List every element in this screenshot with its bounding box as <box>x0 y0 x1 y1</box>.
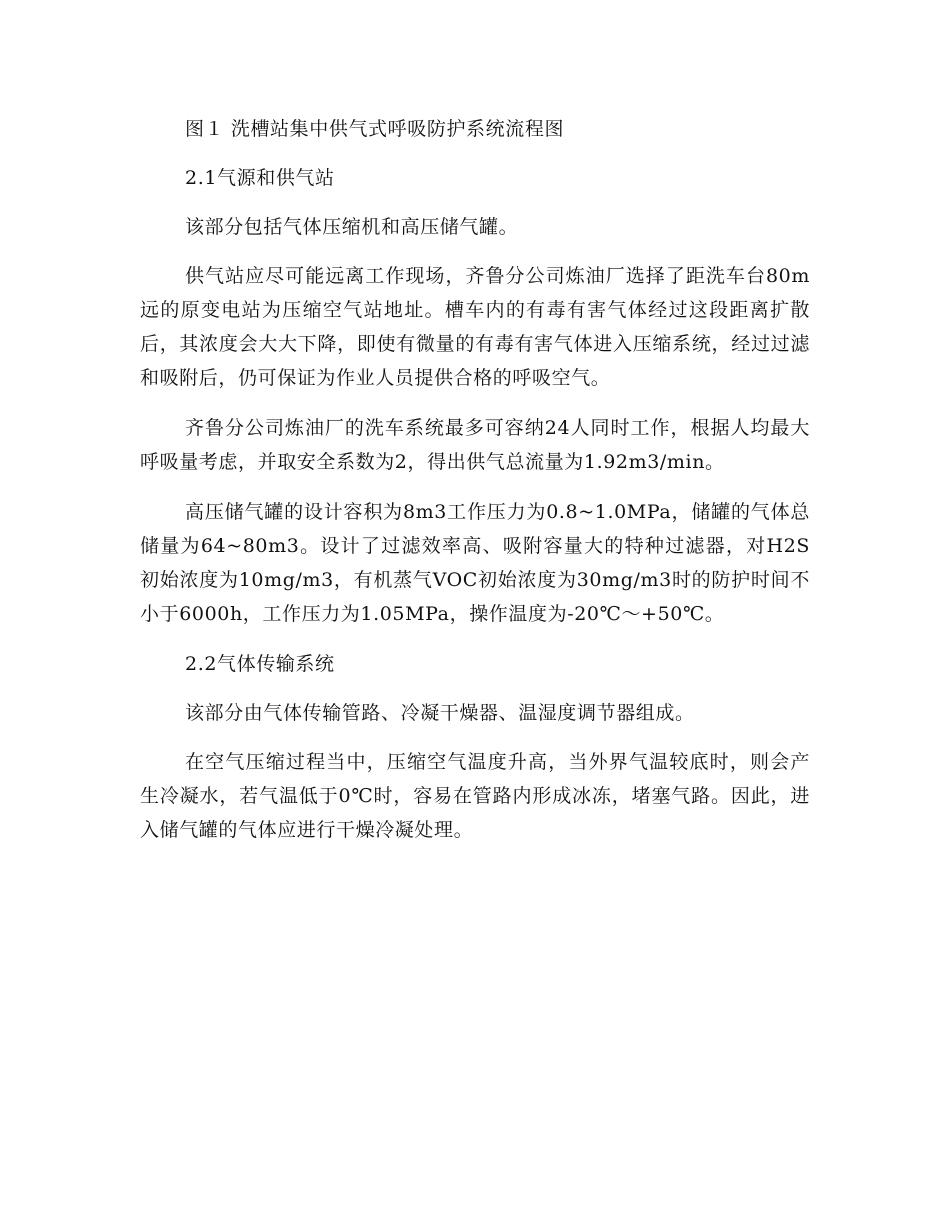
paragraph-condensation: 在空气压缩过程当中，压缩空气温度升高，当外界气温较底时，则会产生冷凝水，若气温低于0℃时，容易在管路内形成冰冻，堵塞气路。因此，进入储气罐的气体应进行干燥冷凝处理。 <box>140 751 810 841</box>
section-heading-2-2: 2.2气体传输系统 <box>185 653 335 675</box>
document-page <box>140 112 810 847</box>
paragraph-storage-tank: 高压储气罐的设计容积为8m3工作压力为0.8~1.0MPa，储罐的气体总储量为64~80m3。设计了过滤效率高、吸附容量大的特种过滤器，对H2S初始浓度为10mg/m3，有机蒸气VOC初始浓度为30mg/m3时的防护时间不小于6000h，工作压力为1.05MPa，操作温度为-20℃～+50℃。 <box>140 501 810 625</box>
paragraph-transmission-components: 该部分由气体传输管路、冷凝干燥器、温湿度调节器组成。 <box>185 702 695 724</box>
figure-caption: 图１ 洗槽站集中供气式呼吸防护系统流程图 <box>185 118 565 140</box>
paragraph-supply-station-location: 供气站应尽可能远离工作现场，齐鲁分公司炼油厂选择了距洗车台80m远的原变电站为压缩空气站地址。槽车内的有毒有害气体经过这段距离扩散后，其浓度会大大下降，即使有微量的有毒有害气体进入压缩系统，经过过滤和吸附后，仍可保证为作业人员提供合格的呼吸空气。 <box>140 265 810 389</box>
paragraph-intro-gas-source: 该部分包括气体压缩机和高压储气罐。 <box>185 216 519 238</box>
paragraph-supply-flow: 齐鲁分公司炼油厂的洗车系统最多可容纳24人同时工作，根据人均最大呼吸量考虑，并取安全系数为2，得出供气总流量为1.92m3/min。 <box>140 417 810 473</box>
section-heading-2-1: 2.1气源和供气站 <box>185 167 335 189</box>
